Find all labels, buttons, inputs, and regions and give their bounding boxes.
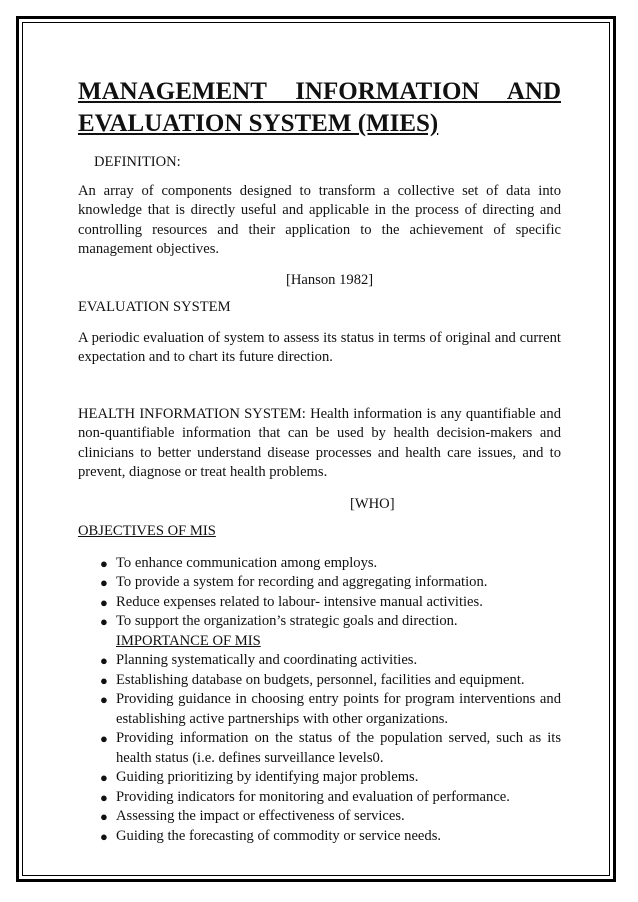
bullet-icon: ● bbox=[100, 594, 108, 610]
importance-heading: IMPORTANCE OF MIS bbox=[116, 632, 261, 649]
definition-paragraph: An array of components designed to transform a collective set of data into knowledge that is directly useful and applicable in the process of directing and controlling resources and their application to the achievement of specific management objectives. bbox=[78, 182, 561, 257]
bullet-icon: ● bbox=[100, 828, 108, 844]
list-item-text: Guiding prioritizing by identifying major problems. bbox=[116, 769, 419, 785]
title-line-2: EVALUATION SYSTEM (MIES) bbox=[78, 110, 439, 137]
bullet-icon: ● bbox=[100, 555, 108, 571]
definition-citation: [Hanson 1982] bbox=[286, 271, 374, 288]
list-item bbox=[78, 690, 561, 729]
list-item-text: To provide a system for recording and aggregating information. bbox=[116, 574, 488, 590]
bullet-icon: ● bbox=[100, 672, 108, 688]
objectives-heading: OBJECTIVES OF MIS bbox=[78, 523, 216, 539]
bullet-icon: ● bbox=[100, 809, 108, 824]
his-citation: [WHO] bbox=[350, 495, 395, 512]
bullet-icon: ● bbox=[100, 614, 108, 629]
list-item bbox=[78, 768, 561, 788]
title-line-1: MANAGEMENT INFORMATION AND bbox=[78, 78, 561, 105]
list-item bbox=[78, 612, 561, 632]
bullet-icon: ● bbox=[100, 692, 108, 707]
bullet-icon: ● bbox=[100, 770, 108, 785]
list-item-text: Providing information on the status of the population served, such as its health status (i.e. defines surveillance levels0. bbox=[116, 730, 561, 766]
list-item-text: To enhance communication among employs. bbox=[116, 554, 378, 571]
list-item bbox=[78, 729, 561, 768]
list-item bbox=[78, 554, 561, 574]
list-item bbox=[78, 573, 561, 593]
objectives-list bbox=[78, 554, 561, 632]
bullet-icon: ● bbox=[100, 653, 108, 668]
list-item-text: Reduce expenses related to labour- intensive manual activities. bbox=[116, 593, 483, 610]
list-item bbox=[78, 827, 561, 847]
document-title bbox=[78, 76, 561, 140]
list-item-text: Providing guidance in choosing entry points for program interventions and establishing active partnerships with other organizations. bbox=[116, 691, 561, 727]
list-item-text: Providing indicators for monitoring and evaluation of performance. bbox=[116, 788, 510, 805]
list-item-text: Planning systematically and coordinating activities. bbox=[116, 652, 418, 668]
definition-heading: DEFINITION: bbox=[94, 154, 181, 170]
importance-list bbox=[78, 651, 561, 846]
list-item bbox=[78, 807, 561, 827]
health-information-paragraph: HEALTH INFORMATION SYSTEM: Health information is any quantifiable and non-quantifiable information that can be used by health decision-makers and clinicians to better understand disease processes and health care issues, and to prevent, diagnose or treat health problems. bbox=[78, 405, 561, 480]
list-item bbox=[78, 671, 561, 691]
bullet-icon: ● bbox=[100, 731, 108, 746]
list-item-text: Assessing the impact or effectiveness of services. bbox=[116, 808, 405, 824]
bullet-icon: ● bbox=[100, 575, 108, 590]
list-item bbox=[78, 651, 561, 671]
evaluation-heading: EVALUATION SYSTEM bbox=[78, 299, 231, 315]
list-item-text: To support the organization’s strategic goals and direction. bbox=[116, 613, 458, 629]
bullet-icon: ● bbox=[100, 789, 108, 805]
list-item-text: Establishing database on budgets, personnel, facilities and equipment. bbox=[116, 671, 525, 688]
document-body bbox=[78, 76, 561, 846]
list-item bbox=[78, 788, 561, 808]
evaluation-paragraph: A periodic evaluation of system to assess its status in terms of original and current expectation and to chart its future direction. bbox=[78, 329, 561, 365]
list-item-text: Guiding the forecasting of commodity or service needs. bbox=[116, 827, 442, 844]
list-item bbox=[78, 593, 561, 613]
